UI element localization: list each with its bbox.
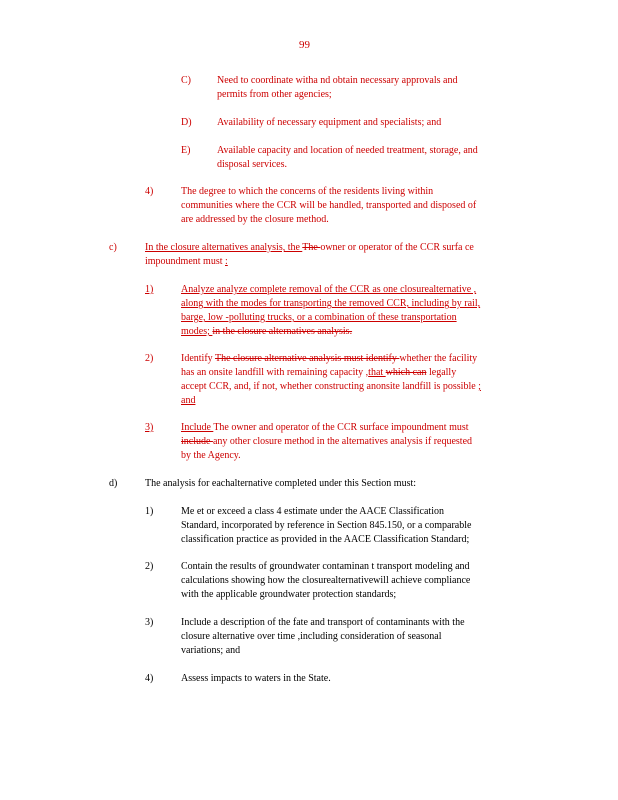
text-line: by the Agency. bbox=[181, 450, 241, 461]
text-line: permits from other agencies; bbox=[217, 89, 332, 100]
item-c-main-label: c) bbox=[109, 242, 117, 253]
text-line bbox=[181, 435, 472, 449]
deleted-text: in the closure alternatives analysis. bbox=[212, 326, 353, 337]
plain-text: accept CCR, and, if not, whether constructing anonsite landfill is possible bbox=[181, 381, 479, 392]
inserted-text: : bbox=[225, 256, 228, 267]
item-d1-label: 1) bbox=[145, 506, 154, 517]
plain-text: legally bbox=[426, 367, 457, 378]
item-d4-label: 4) bbox=[145, 673, 154, 684]
inserted-text: ; bbox=[478, 381, 481, 392]
text-line: with the applicable groundwater protection standards; bbox=[181, 589, 397, 600]
plain-text: Identify bbox=[181, 353, 215, 364]
text-line: along with the modes for transporting the removed CCR, including by rail, bbox=[181, 298, 481, 309]
item-c2-text bbox=[181, 352, 481, 408]
text-line: barge, low -polluting trucks, or a combination of these transportation bbox=[181, 312, 457, 323]
text-line: Available capacity and location of needed treatment, storage, and bbox=[217, 145, 478, 156]
deleted-text: The closure alternative analysis must identify bbox=[214, 353, 400, 364]
text-line bbox=[181, 352, 481, 366]
deleted-text: The bbox=[302, 242, 321, 253]
text-line: Me et or exceed a class 4 estimate under the AACE Classification bbox=[181, 506, 444, 517]
item-d2-text bbox=[181, 560, 470, 602]
inserted-text: and bbox=[181, 395, 196, 406]
text-line: variations; and bbox=[181, 645, 241, 656]
text-line: Analyze analyze complete removal of the CCR as one closurealternative , bbox=[181, 284, 477, 295]
item-e-sub-text bbox=[217, 144, 478, 172]
text-line bbox=[181, 421, 472, 435]
item-d-sub-text bbox=[217, 116, 441, 130]
text-line: The analysis for eachalternative completed under this Section must: bbox=[145, 478, 417, 489]
item-d3-text bbox=[181, 616, 465, 658]
text-line: The degree to which the concerns of the residents living within bbox=[181, 186, 434, 197]
text-line: are addressed by the closure method. bbox=[181, 214, 329, 225]
text-line: Need to coordinate witha nd obtain necessary approvals and bbox=[217, 75, 458, 86]
item-d4-text bbox=[181, 672, 331, 686]
text-line: calculations showing how the closurealternativewill achieve compliance bbox=[181, 575, 471, 586]
deleted-text: which can bbox=[385, 367, 427, 378]
item-c-sub-text bbox=[217, 74, 457, 102]
text-line bbox=[181, 380, 481, 394]
text-line bbox=[145, 241, 474, 255]
plain-text: The owner and operator of the CCR surface impoundment must bbox=[213, 422, 469, 433]
text-line: Standard, incorporated by reference in Section 845.150, or a comparable bbox=[181, 520, 472, 531]
item-d-main-label: d) bbox=[109, 478, 118, 489]
text-line: Availability of necessary equipment and specialists; and bbox=[217, 117, 442, 128]
inserted-text: that bbox=[368, 367, 386, 378]
deleted-text: include bbox=[181, 436, 213, 447]
text-line: classification practice as provided in the AACE Classification Standard; bbox=[181, 534, 470, 545]
text-line bbox=[181, 366, 481, 380]
text-line bbox=[181, 325, 480, 339]
item-c3-text bbox=[181, 421, 472, 463]
text-line bbox=[181, 394, 481, 408]
item-d2-label: 2) bbox=[145, 561, 154, 572]
item-e-sub-label: E) bbox=[181, 145, 191, 156]
page-number: 99 bbox=[299, 39, 310, 51]
inserted-text: Include bbox=[181, 422, 214, 433]
item-c-main-text bbox=[145, 241, 474, 269]
item-c3-label: 3) bbox=[145, 422, 154, 433]
item-4-label: 4) bbox=[145, 186, 154, 197]
text-line: communities where the CCR will be handled, transported and disposed of bbox=[181, 200, 477, 211]
plain-text: impoundment must bbox=[145, 256, 225, 267]
text-line: Contain the results of groundwater contaminan t transport modeling and bbox=[181, 561, 470, 572]
inserted-text: In the closure alternatives analysis, the bbox=[145, 242, 303, 253]
text-line bbox=[145, 255, 474, 269]
item-c-sub-label: C) bbox=[181, 75, 191, 86]
text-line: disposal services. bbox=[217, 159, 287, 170]
item-c1-text bbox=[181, 283, 480, 339]
plain-text: whether the facility bbox=[399, 353, 478, 364]
plain-text: any other closure method in the alternatives analysis if requested bbox=[212, 436, 473, 447]
text-line: Include a description of the fate and transport of contaminants with the bbox=[181, 617, 465, 628]
item-d1-text bbox=[181, 505, 471, 547]
text-line: closure alternative over time ,including consideration of seasonal bbox=[181, 631, 442, 642]
item-c2-label: 2) bbox=[145, 353, 154, 364]
plain-text: owner or operator of the CCR surfa ce bbox=[320, 242, 474, 253]
item-c1-label: 1) bbox=[145, 284, 154, 295]
text-line: Assess impacts to waters in the State. bbox=[181, 673, 331, 684]
item-d-sub-label: D) bbox=[181, 117, 192, 128]
inserted-text: modes; bbox=[181, 326, 213, 337]
item-d3-label: 3) bbox=[145, 617, 154, 628]
item-4-text bbox=[181, 185, 476, 227]
plain-text: has an onsite landfill with remaining capacity , bbox=[181, 367, 369, 378]
item-d-main-text bbox=[145, 477, 416, 491]
